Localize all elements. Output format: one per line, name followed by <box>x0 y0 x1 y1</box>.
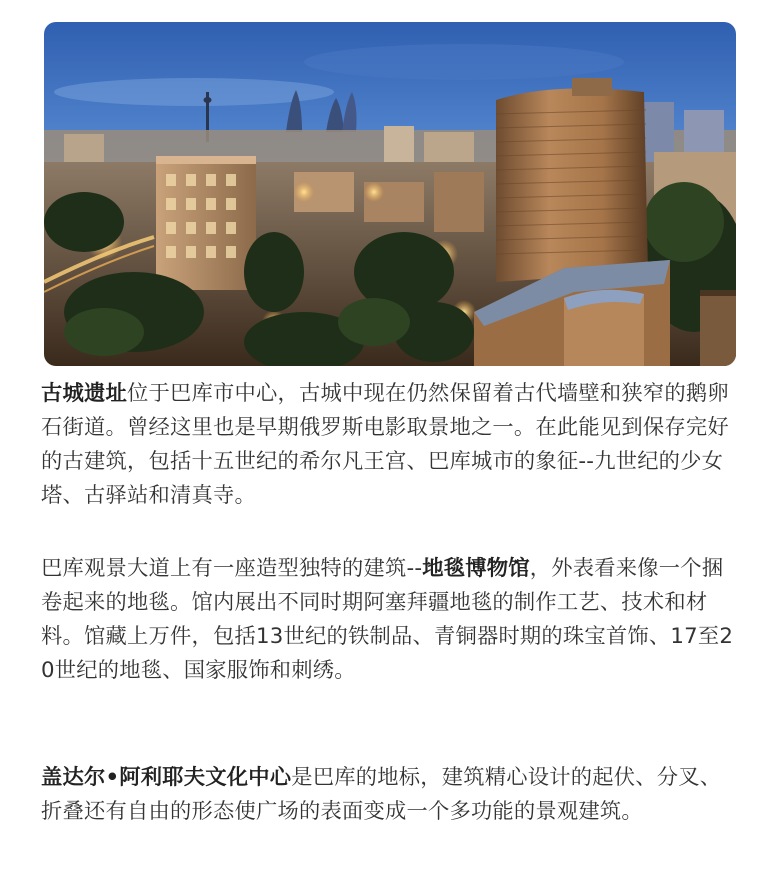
paragraph-carpet-museum-text: ，外表看来像一个捆卷起来的地毯。馆内展出不同时期阿塞拜疆地毯的制作工艺、技术和材料。馆藏上万件，包括13世纪的铁制品、青铜器时期的珠宝首饰、17至20世纪的地毯、国家服饰和刺绣。 <box>41 556 734 683</box>
paragraph-heydar-aliyev-text: 是巴库的地标，建筑精心设计的起伏、分叉、折叠还有自由的形态使广场的表面变成一个多功能的景观建筑。 <box>41 765 722 824</box>
city-photo <box>44 22 736 366</box>
paragraph-old-city <box>41 377 741 513</box>
paragraph-carpet-museum-lead: 巴库观景大道上有一座造型独特的建筑-- <box>41 556 423 581</box>
baku-skyline-image <box>44 22 736 366</box>
paragraph-heydar-aliyev-center <box>41 761 741 829</box>
highlight-heydar-aliyev-center: 盖达尔•阿利耶夫文化中心 <box>41 765 292 790</box>
highlight-old-city: 古城遗址 <box>41 381 127 406</box>
paragraph-old-city-text: 位于巴库市中心，古城中现在仍然保留着古代墙壁和狭窄的鹅卵石街道。曾经这里也是早期俄罗斯电影取景地之一。在此能见到保存完好的古建筑，包括十五世纪的希尔凡王宫、巴库城市的象征--九世纪的少女塔、古驿站和清真寺。 <box>41 381 729 508</box>
paragraph-carpet-museum <box>41 552 741 688</box>
highlight-carpet-museum: 地毯博物馆 <box>422 556 530 581</box>
